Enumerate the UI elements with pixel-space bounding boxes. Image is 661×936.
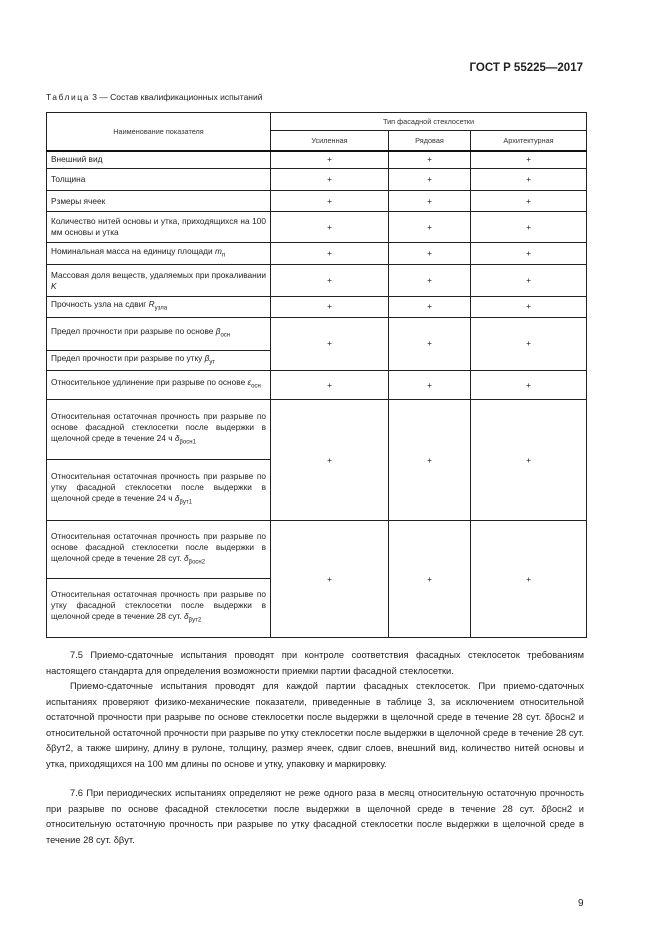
indicator-symbol: δ xyxy=(174,432,180,443)
indicator-name xyxy=(47,317,271,350)
plus-mark: + xyxy=(471,297,587,318)
plus-mark: + xyxy=(389,212,471,243)
table-row xyxy=(47,243,587,265)
plus-mark: + xyxy=(271,371,389,400)
plus-mark: + xyxy=(389,243,471,265)
plus-mark: + xyxy=(271,400,389,521)
plus-mark: + xyxy=(271,169,389,191)
indicator-name xyxy=(47,521,271,579)
indicator-label: Относительная остаточная прочность при разрыве по утку фасадной стеклосетки после выдержки в щелочной среде в течение 28 сут. xyxy=(51,589,266,622)
table-row xyxy=(47,151,587,169)
indicator-label: Внешний вид xyxy=(51,154,103,165)
plus-mark: + xyxy=(389,521,471,638)
plus-mark: + xyxy=(271,317,389,371)
indicator-symbol-subscript: ут xyxy=(209,359,216,366)
plus-mark: + xyxy=(271,191,389,212)
indicator-symbol: δ xyxy=(184,552,189,563)
qualification-tests-table xyxy=(46,112,587,638)
indicator-label: Толщина xyxy=(51,174,86,184)
indicator-name xyxy=(47,400,271,460)
indicator-label: Относительная остаточная прочность при разрыве по основе фасадной стеклосетки после выдержки в щелочной среде в течение 24 ч xyxy=(51,410,266,443)
plus-mark: + xyxy=(471,169,587,191)
indicator-symbol: δ xyxy=(174,493,180,504)
indicator-symbol: ε xyxy=(247,377,252,388)
indicator-label: Рзмеры ячеек xyxy=(51,195,106,206)
table-row xyxy=(47,521,587,579)
plus-mark: + xyxy=(471,400,587,521)
table-row xyxy=(47,265,587,297)
indicator-label: Массовая доля веществ, удаляемых при прокаливании xyxy=(51,269,266,280)
indicator-label: Номинальная масса на единицу площади xyxy=(51,245,213,256)
indicator-symbol: δ xyxy=(184,611,189,622)
plus-mark: + xyxy=(271,243,389,265)
indicator-symbol: K xyxy=(51,280,57,291)
indicator-label: Предел прочности при разрыве по основе xyxy=(51,325,214,336)
plus-mark: + xyxy=(471,243,587,265)
plus-mark: + xyxy=(389,265,471,297)
indicator-name xyxy=(47,212,271,243)
indicator-symbol: β xyxy=(204,352,210,363)
plus-mark: + xyxy=(271,297,389,318)
indicator-symbol-subscript: βосн2 xyxy=(188,559,206,566)
table-caption xyxy=(46,92,263,102)
indicator-label: Предел прочности при разрыве по утку xyxy=(51,352,203,363)
indicator-symbol-subscript: βосн1 xyxy=(179,439,196,446)
plus-mark: + xyxy=(471,212,587,243)
plus-mark: + xyxy=(471,371,587,400)
indicator-name xyxy=(47,297,271,318)
plus-mark: + xyxy=(389,151,471,169)
indicator-name xyxy=(47,169,271,191)
plus-mark: + xyxy=(471,521,587,638)
indicator-symbol: β xyxy=(215,325,221,336)
paragraph-acceptance: Приемо-сдаточные испытания проводят для каждой партии фасадных стеклосеток. При приемо-сдаточных испытаниях проверяют физико-механические показатели, приведенные в таблице 3, за исключением относительной остаточной прочности при разрыве по основе стеклосетки после выдержки в щелочной среде в течение 28 сут. δβосн2 и относительной остаточной прочности при разрыве по утку стеклосетки после выдержки в щелочной среде в течение 28 сут. δβут2, а также ширину, длину в рулоне, толщину, размер ячеек, сдвиг слоев, внешний вид, количество нитей основы и утка, приходящихся на 100 мм длины по основе и утку, упаковку и маркировку. xyxy=(46,681,584,769)
indicator-symbol-subscript: осн xyxy=(220,332,231,339)
plus-mark: + xyxy=(389,371,471,400)
plus-mark: + xyxy=(471,265,587,297)
indicator-label: Количество нитей основы и утка, приходящихся на 100 мм основы и утка xyxy=(51,216,266,237)
plus-mark: + xyxy=(389,400,471,521)
indicator-label: Относительная остаточная прочность при разрыве по основе фасадной стеклосетки после выдержки в щелочной среде в течение 28 сут. xyxy=(51,530,266,563)
indicator-name xyxy=(47,579,271,638)
caption-text: 3 — Состав квалификационных испытаний xyxy=(92,92,263,102)
indicator-symbol-subscript: узла xyxy=(154,305,168,312)
header-mesh-type: Тип фасадной стеклосетки xyxy=(271,113,587,131)
indicator-symbol: R xyxy=(148,299,155,309)
indicator-name xyxy=(47,265,271,297)
indicator-symbol-subscript: осн xyxy=(251,384,261,391)
indicator-label: Относительная остаточная прочность при разрыве по утку фасадной стеклосетки после выдержки в щелочной среде в течение 24 ч xyxy=(51,471,266,504)
plus-mark: + xyxy=(471,151,587,169)
indicator-name xyxy=(47,191,271,212)
header-architectural: Архитектурная xyxy=(471,131,587,151)
plus-mark: + xyxy=(271,521,389,638)
table-row xyxy=(47,212,587,243)
indicator-symbol-subscript: п xyxy=(221,252,226,259)
indicator-name xyxy=(47,151,271,169)
indicator-name xyxy=(47,350,271,371)
indicator-name xyxy=(47,371,271,400)
plus-mark: + xyxy=(389,191,471,212)
plus-mark: + xyxy=(471,317,587,371)
indicator-label: Относительное удлинение при разрыве по основе xyxy=(51,377,246,388)
paragraph-7-5: 7.5 Приемо-сдаточные испытания проводят при контроле соответствия фасадных стеклосеток требованиям настоящего стандарта для определения возможности приемки партии фасадной стеклосетки. xyxy=(46,650,584,676)
indicator-name xyxy=(47,460,271,521)
table-row xyxy=(47,169,587,191)
plus-mark: + xyxy=(471,191,587,212)
table-row xyxy=(47,400,587,460)
table-row xyxy=(47,371,587,400)
plus-mark: + xyxy=(271,151,389,169)
indicator-label: Прочность узла на сдвиг xyxy=(51,299,147,309)
caption-label: Таблица xyxy=(46,92,90,102)
indicator-name xyxy=(47,243,271,265)
table-row xyxy=(47,191,587,212)
plus-mark: + xyxy=(389,317,471,371)
indicator-symbol-subscript: βут1 xyxy=(179,500,193,507)
plus-mark: + xyxy=(389,297,471,318)
table-row xyxy=(47,297,587,318)
plus-mark: + xyxy=(271,265,389,297)
document-id: ГОСТ Р 55225—2017 xyxy=(469,62,583,74)
paragraph-7-6: 7.6 При периодических испытаниях определяют не реже одного раза в месяц относительную остаточную прочность при разрыве по основе фасадной стеклосетки после выдержки в щелочной среде в течение 28 сут. δβосн2 и относительную остаточную прочность при разрыве по утку фасадной стеклосетки после выдержки в щелочной среде в течение 28 сут. δβут. xyxy=(46,788,584,845)
table-row xyxy=(47,317,587,350)
header-indicator-name: Наименование показателя xyxy=(47,113,271,151)
plus-mark: + xyxy=(389,169,471,191)
page-number: 9 xyxy=(578,898,584,909)
indicator-symbol: m xyxy=(214,245,222,256)
header-ordinary: Рядовая xyxy=(389,131,471,151)
header-reinforced: Усиленная xyxy=(271,131,389,151)
plus-mark: + xyxy=(271,212,389,243)
indicator-symbol-subscript: βут2 xyxy=(188,618,202,625)
